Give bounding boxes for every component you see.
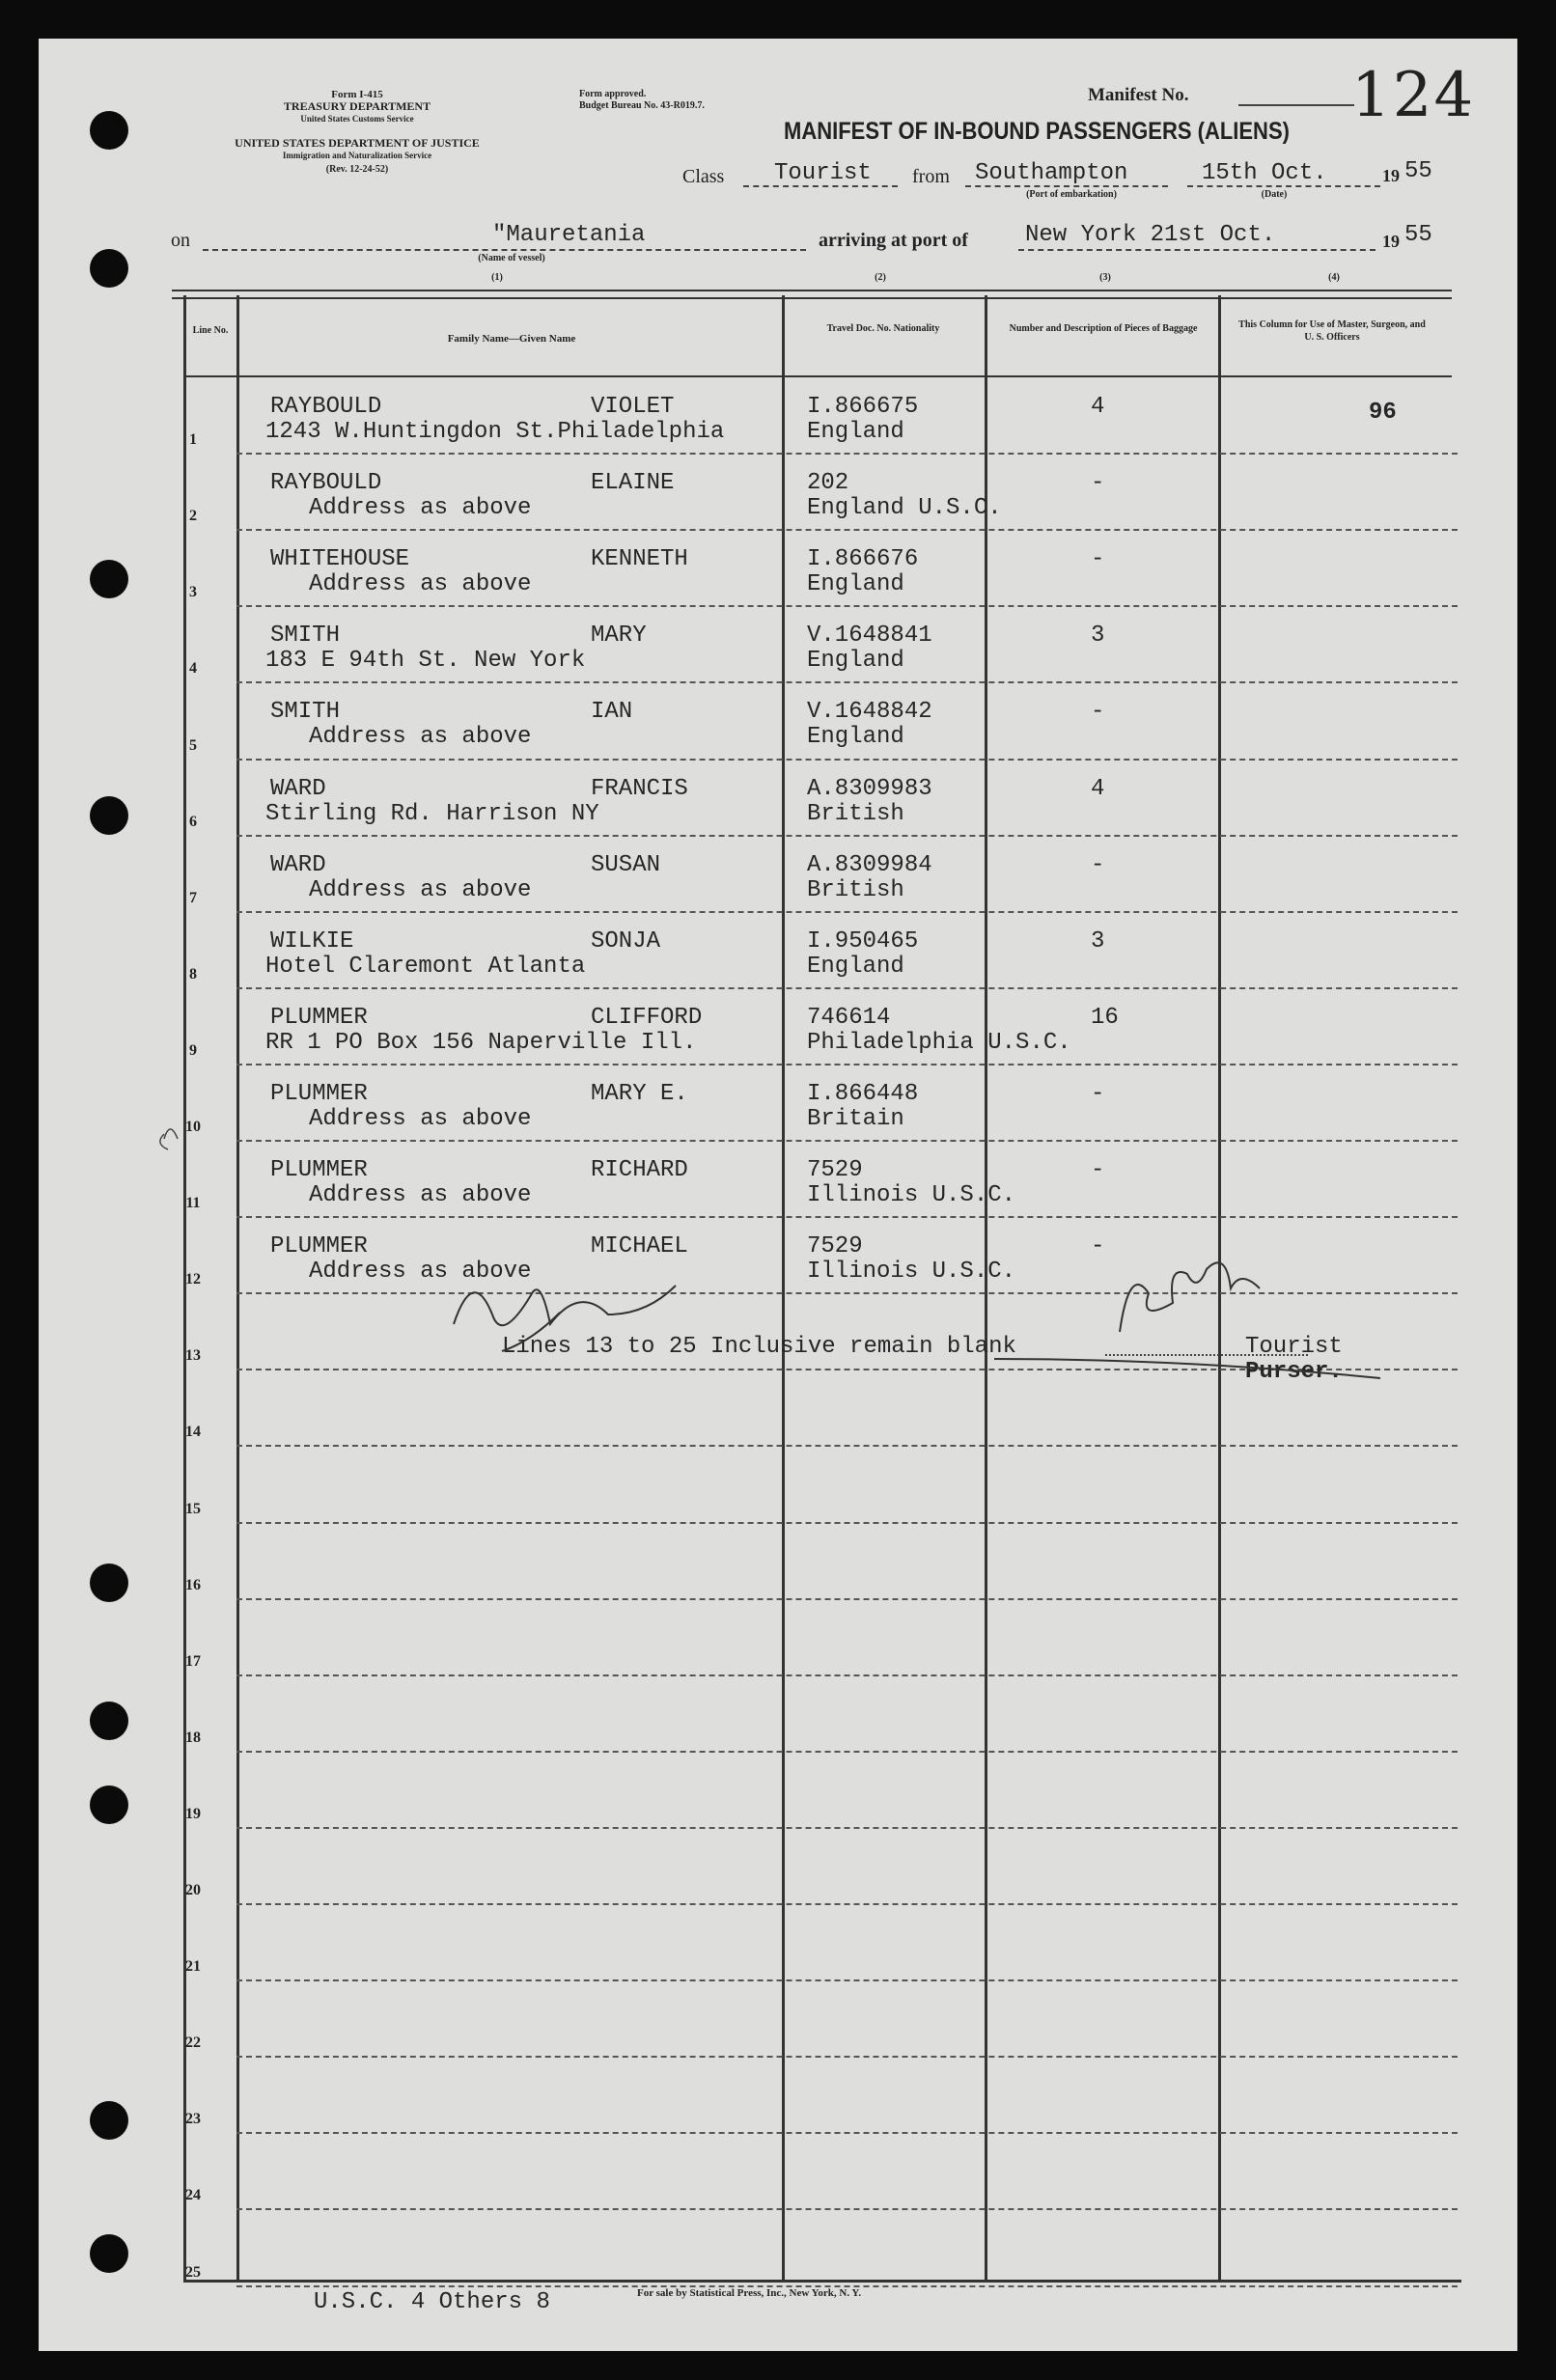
line-number: 22 [185,2034,201,2052]
given-name: VIOLET [591,394,675,420]
nationality: England [807,571,904,598]
treasury-dept: TREASURY DEPARTMENT [283,99,431,113]
arrival-value: New York 21st Oct. [1025,222,1276,248]
embark-line [965,185,1168,187]
row-rule [236,1979,1458,1981]
purser-line: Tourist [1245,1334,1343,1360]
col-head-name: Family Name—Given Name [447,333,576,345]
footer-printer: For sale by Statistical Press, Inc., New York, N. Y. [637,2287,862,2299]
table-top-rule [172,290,1452,299]
class-line [743,185,898,187]
row-rule [236,681,1458,683]
row-rule [236,1827,1458,1829]
purser-title: Purser. [1245,1359,1343,1385]
baggage-count: 4 [1091,775,1105,802]
family-name: PLUMMER [270,1233,368,1260]
line-number: 3 [189,584,197,601]
given-name: FRANCIS [591,775,688,802]
row-rule [236,1903,1458,1905]
row-rule [236,759,1458,761]
line-number: 6 [189,813,197,830]
nationality: Britain [807,1105,904,1132]
travel-doc: I.866675 [807,394,919,420]
family-name: PLUMMER [270,1080,368,1107]
justice-dept: UNITED STATES DEPARTMENT OF JUSTICE [235,136,480,150]
table-bottom-rule [183,2280,1461,2283]
row-rule [236,1292,1458,1294]
blank-lines-note: Lines 13 to 25 Inclusive remain blank [502,1334,1016,1360]
year-prefix: 19 [1382,166,1400,185]
baggage-count: 3 [1091,623,1105,650]
travel-doc: 7529 [807,1157,863,1183]
given-name: ELAINE [591,470,675,497]
family-name: RAYBOULD [270,470,382,497]
year-value: 55 [1404,158,1432,184]
travel-doc: I.866448 [807,1080,919,1107]
col-head-officers: This Column for Use of Master, Surgeon, and U. S. Officers [1238,319,1426,343]
col-rule-name [236,295,239,2282]
baggage-count: - [1091,470,1105,497]
family-name: WARD [270,775,326,802]
row-rule [236,835,1458,837]
baggage-count: 3 [1091,927,1105,955]
revision: (Rev. 12-24-52) [325,164,389,175]
arriving-label: arriving at port of [819,230,968,251]
line-number: 9 [189,1041,197,1059]
punch-hole [90,111,128,150]
customs-service: United States Customs Service [300,114,414,124]
punch-hole [90,2234,128,2273]
col-num-3: (3) [1099,272,1111,283]
form-number: Form I-415 [331,89,383,100]
row-rule [236,605,1458,607]
line-number: 13 [185,1347,201,1365]
date-caption: (Date) [1261,189,1288,200]
col-head-baggage: Number and Description of Pieces of Baggage [1009,323,1198,334]
nationality: Philadelphia U.S.C. [807,1029,1071,1056]
embark-caption: (Port of embarkation) [1026,189,1117,200]
row-rule [236,1445,1458,1447]
class-value: Tourist [774,160,872,186]
officer-note: 96 [1369,400,1397,426]
budget-bureau: Budget Bureau No. 43-R019.7. [579,100,705,111]
row-rule [236,2056,1458,2058]
given-name: IAN [591,699,633,726]
vessel-line [203,249,806,251]
punch-hole [90,1564,128,1602]
row-rule [236,453,1458,455]
row-rule [236,2208,1458,2210]
family-name: PLUMMER [270,1004,368,1031]
travel-doc: V.1648841 [807,623,932,650]
baggage-count: 16 [1091,1004,1119,1031]
punch-hole [90,249,128,288]
address: Hotel Claremont Atlanta [265,953,586,980]
line-number: 21 [185,1958,201,1976]
address: Stirling Rd. Harrison NY [265,800,599,827]
travel-doc: 746614 [807,1004,891,1031]
date-line [1187,185,1380,187]
row-rule [236,911,1458,913]
punch-hole [90,2101,128,2140]
manifest-number-handwritten: 124 [1351,60,1476,131]
family-name: WHITEHOUSE [270,546,410,573]
line-number: 5 [189,736,197,754]
given-name: SUSAN [591,851,661,878]
embark-port-value: Southampton [975,160,1128,186]
nationality: England [807,419,904,445]
manifest-title: MANIFEST OF IN-BOUND PASSENGERS (ALIENS) [784,118,1290,145]
nationality: Illinois U.S.C. [807,1259,1016,1286]
class-label: Class [682,166,725,187]
line-number: 2 [189,508,197,525]
travel-doc: A.8309984 [807,851,932,878]
line-number: 20 [185,1882,201,1898]
col-rule-doc [782,295,785,2282]
given-name: RICHARD [591,1157,688,1183]
line-number: 14 [185,1424,201,1441]
family-name: SMITH [270,623,341,650]
baggage-count: - [1091,851,1105,878]
manifest-no-line [1238,104,1354,106]
given-name: MARY [591,623,647,650]
line-number: 18 [185,1729,201,1746]
punch-hole [90,1702,128,1740]
row-rule [236,2132,1458,2134]
baggage-count: - [1091,699,1105,726]
row-rule [236,1216,1458,1218]
col-rule-officers [1218,295,1221,2282]
address: Address as above [309,1259,532,1286]
nationality: England [807,724,904,751]
arrival-year-prefix: 19 [1382,232,1400,251]
given-name: SONJA [591,927,661,955]
nationality: Illinois U.S.C. [807,1182,1016,1208]
from-label: from [912,166,950,187]
nationality: England [807,953,904,980]
given-name: MICHAEL [591,1233,688,1260]
nationality: British [807,800,904,827]
nationality: England U.S.C. [807,495,1002,522]
line-number: 24 [185,2187,201,2204]
address: 1243 W.Huntingdon St.Philadelphia [265,419,725,445]
line-number: 8 [189,965,197,982]
travel-doc: A.8309983 [807,775,932,802]
arrival-line [1018,249,1375,251]
line-number: 7 [189,889,197,906]
col-num-1: (1) [491,272,503,283]
footer-tally: U.S.C. 4 Others 8 [314,2289,550,2315]
line-number: 19 [185,1805,201,1822]
line-number: 12 [185,1271,201,1288]
address: Address as above [309,495,532,522]
row-rule [236,1751,1458,1753]
ins-service: Immigration and Naturalization Service [282,151,432,160]
row-rule [236,1598,1458,1600]
baggage-count: - [1091,546,1105,573]
family-name: RAYBOULD [270,394,382,420]
line-number: 11 [185,1195,201,1212]
address: Address as above [309,876,532,903]
row-rule [236,1064,1458,1065]
vessel-value: "Mauretania [492,222,646,248]
header-bottom-rule [183,375,1452,377]
embark-date-value: 15th Oct. [1202,160,1327,186]
line-number: 16 [185,1576,201,1593]
line-number: 17 [185,1652,201,1670]
address: Address as above [309,571,532,598]
given-name: KENNETH [591,546,688,573]
address: Address as above [309,1105,532,1132]
line-number: 25 [185,2263,201,2281]
nationality: British [807,876,904,903]
col-num-4: (4) [1328,272,1340,283]
family-name: SMITH [270,699,341,726]
given-name: MARY E. [591,1080,688,1107]
family-name: WARD [270,851,326,878]
baggage-count: - [1091,1157,1105,1183]
col-rule-bags [985,295,987,2282]
arrival-year: 55 [1404,222,1432,248]
col-head-travel: Travel Doc. No. Nationality [826,323,940,334]
row-rule [236,1522,1458,1524]
address: 183 E 94th St. New York [265,648,586,675]
address: Address as above [309,724,532,751]
travel-doc: I.866676 [807,546,919,573]
col-head-line: Line No. [192,325,229,336]
line-number: 4 [189,660,197,678]
address: Address as above [309,1182,532,1208]
family-name: PLUMMER [270,1157,368,1183]
family-name: WILKIE [270,927,354,955]
line-number: 10 [185,1119,201,1135]
line-number: 15 [185,1500,201,1517]
travel-doc: 7529 [807,1233,863,1260]
line-number: 23 [185,2111,201,2128]
manifest-label: Manifest No. [1088,85,1189,105]
punch-hole [90,1785,128,1824]
row-rule [236,987,1458,989]
baggage-count: 4 [1091,394,1105,420]
address: RR 1 PO Box 156 Naperville Ill. [265,1029,697,1056]
nationality: England [807,648,904,675]
row-rule [236,1674,1458,1676]
row-rule [236,1140,1458,1142]
given-name: CLIFFORD [591,1004,703,1031]
on-label: on [171,230,190,251]
row-rule [236,529,1458,531]
baggage-count: - [1091,1080,1105,1107]
punch-hole [90,560,128,598]
col-num-2: (2) [875,272,886,283]
travel-doc: V.1648842 [807,699,932,726]
form-approved: Form approved. [579,89,647,99]
baggage-count: - [1091,1233,1105,1260]
travel-doc: I.950465 [807,927,919,955]
travel-doc: 202 [807,470,849,497]
punch-hole [90,796,128,835]
manifest-sheet [39,39,1517,2351]
vessel-caption: (Name of vessel) [478,253,545,263]
line-number: 1 [189,431,197,449]
